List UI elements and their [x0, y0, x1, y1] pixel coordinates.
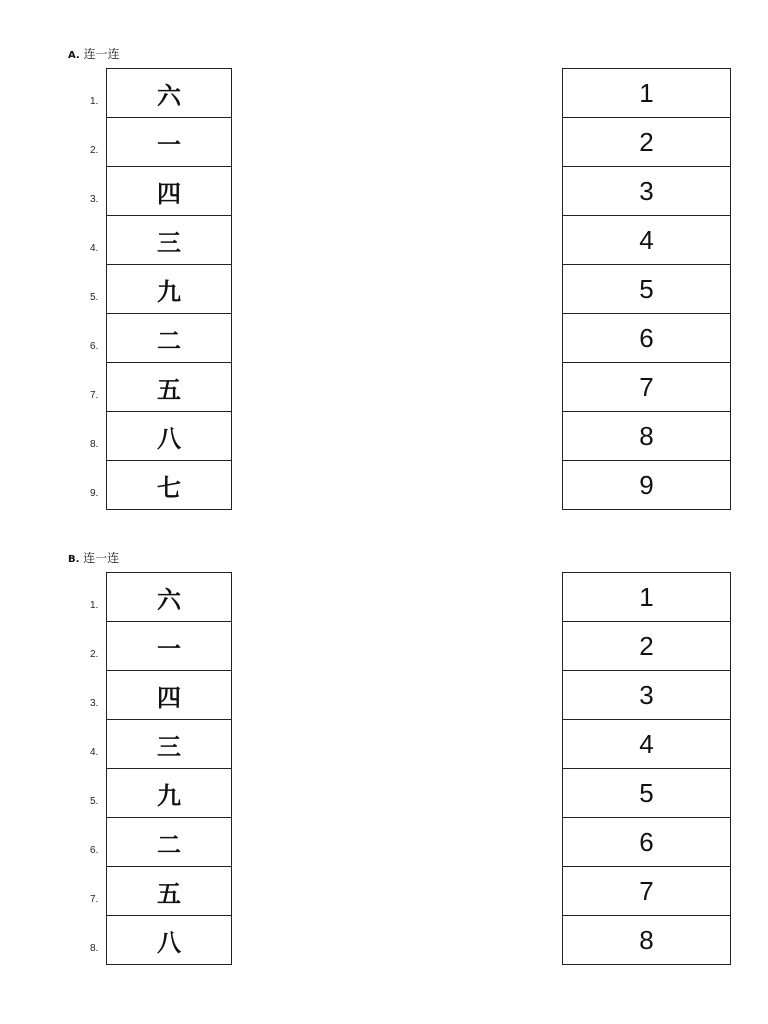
digit-box: [562, 621, 731, 671]
digit-box: [562, 460, 731, 510]
numeral-box: [90, 166, 232, 216]
digit-box: [562, 362, 731, 412]
item-number: 7.: [90, 390, 99, 401]
numeral-box: [90, 362, 232, 412]
digit: 5: [639, 777, 654, 808]
section-title-text: 连一连: [83, 47, 120, 61]
item-number: 1.: [90, 96, 99, 107]
digit: 9: [639, 469, 654, 500]
numeral-box: [90, 411, 232, 461]
digit-box: [562, 572, 731, 622]
chinese-numeral: 二: [157, 326, 181, 355]
numeral-box: [90, 670, 232, 720]
digit: 4: [639, 224, 654, 255]
digit: 4: [639, 728, 654, 759]
numeral-box: [90, 264, 232, 314]
digit: 8: [639, 924, 654, 955]
item-number: 6.: [90, 341, 99, 352]
numeral-box: [90, 768, 232, 818]
item-number: 5.: [90, 796, 99, 807]
chinese-numeral-column: [90, 68, 232, 510]
chinese-numeral: 八: [157, 424, 181, 453]
chinese-numeral: 七: [157, 473, 181, 502]
chinese-numeral: 五: [157, 375, 181, 404]
item-number: 3.: [90, 194, 99, 205]
digit: 6: [639, 826, 654, 857]
item-number: 8.: [90, 943, 99, 954]
item-number: 2.: [90, 649, 99, 660]
digit: 7: [639, 875, 654, 906]
numeral-box: [90, 215, 232, 265]
chinese-numeral: 一: [157, 634, 181, 663]
section-title: [68, 550, 119, 568]
numeral-box: [90, 68, 232, 118]
item-number: 8.: [90, 439, 99, 450]
digit-box: [562, 215, 731, 265]
digit-box: [562, 817, 731, 867]
digit-box: [562, 166, 731, 216]
digit-box: [562, 264, 731, 314]
numeral-box: [90, 621, 232, 671]
item-number: 4.: [90, 243, 99, 254]
digit: 7: [639, 371, 654, 402]
chinese-numeral: 六: [157, 81, 181, 110]
numeral-box: [90, 817, 232, 867]
digit: 3: [639, 679, 654, 710]
chinese-numeral: 九: [157, 781, 181, 810]
digit-box: [562, 719, 731, 769]
digit: 3: [639, 175, 654, 206]
digit: 2: [639, 630, 654, 661]
chinese-numeral-column: [90, 572, 232, 965]
digit-column: [562, 572, 731, 965]
section-letter: A.: [68, 50, 80, 61]
digit: 2: [639, 126, 654, 157]
digit: 1: [639, 77, 654, 108]
digit: 8: [639, 420, 654, 451]
item-number: 1.: [90, 600, 99, 611]
chinese-numeral: 八: [157, 928, 181, 957]
digit-box: [562, 117, 731, 167]
item-number: 4.: [90, 747, 99, 758]
digit: 5: [639, 273, 654, 304]
item-number: 7.: [90, 894, 99, 905]
section-title: [68, 46, 120, 64]
digit-box: [562, 768, 731, 818]
chinese-numeral: 九: [157, 277, 181, 306]
digit-column: [562, 68, 731, 510]
digit-box: [562, 915, 731, 965]
chinese-numeral: 四: [157, 179, 181, 208]
numeral-box: [90, 460, 232, 510]
item-number: 3.: [90, 698, 99, 709]
chinese-numeral: 三: [157, 732, 181, 761]
item-number: 6.: [90, 845, 99, 856]
numeral-box: [90, 313, 232, 363]
item-number: 5.: [90, 292, 99, 303]
digit: 1: [639, 581, 654, 612]
chinese-numeral: 五: [157, 879, 181, 908]
numeral-box: [90, 719, 232, 769]
chinese-numeral: 六: [157, 585, 181, 614]
numeral-box: [90, 572, 232, 622]
digit-box: [562, 68, 731, 118]
digit-box: [562, 670, 731, 720]
digit-box: [562, 411, 731, 461]
item-number: 2.: [90, 145, 99, 156]
digit: 6: [639, 322, 654, 353]
item-number: 9.: [90, 488, 99, 499]
section-title-text: 连一连: [83, 551, 120, 565]
numeral-box: [90, 117, 232, 167]
chinese-numeral: 二: [157, 830, 181, 859]
chinese-numeral: 三: [157, 228, 181, 257]
chinese-numeral: 一: [157, 130, 181, 159]
section-letter: B.: [68, 554, 80, 565]
numeral-box: [90, 915, 232, 965]
digit-box: [562, 313, 731, 363]
digit-box: [562, 866, 731, 916]
chinese-numeral: 四: [157, 683, 181, 712]
numeral-box: [90, 866, 232, 916]
